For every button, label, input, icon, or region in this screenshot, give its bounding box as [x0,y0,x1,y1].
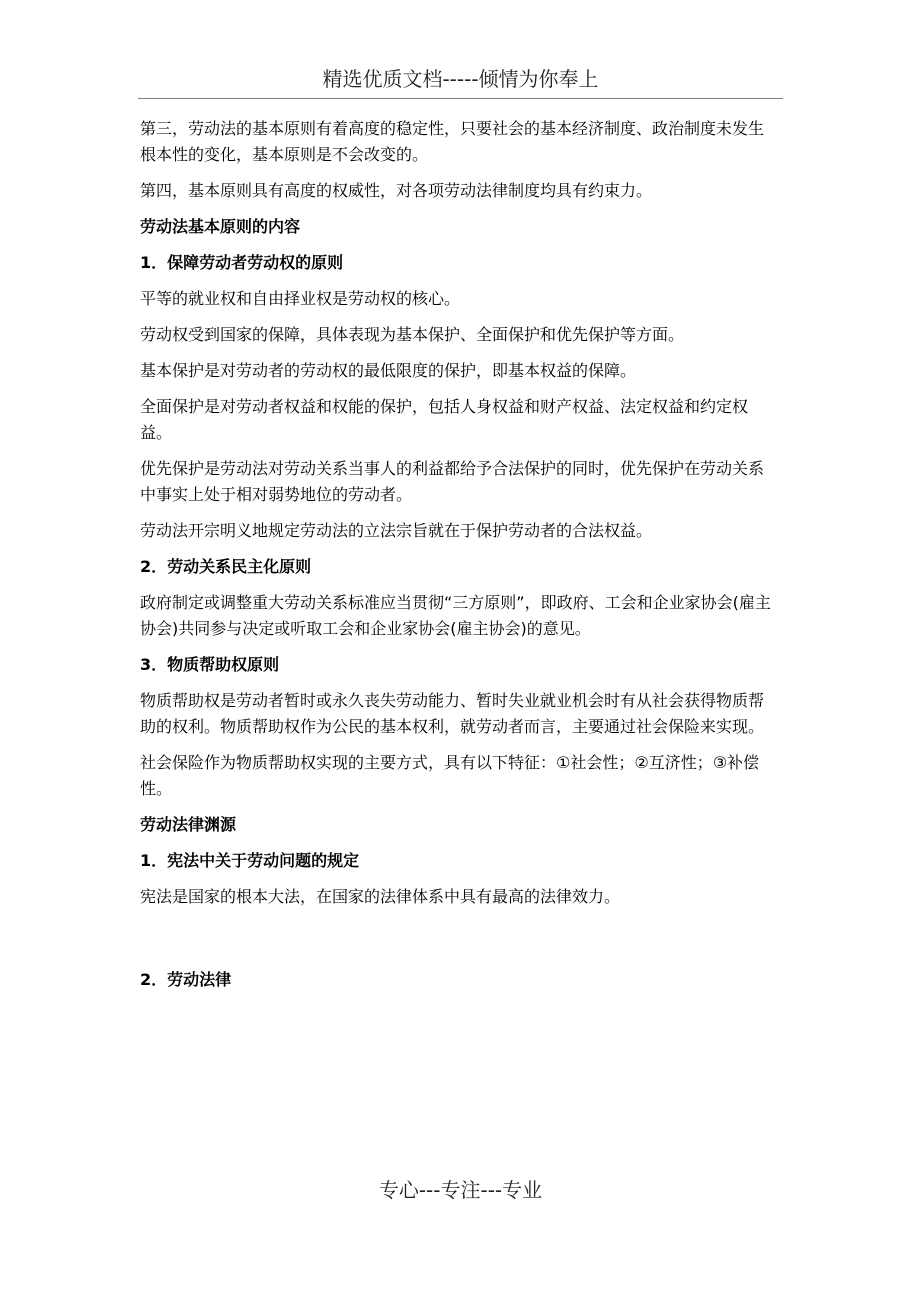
section-heading: 劳动法律渊源 [140,815,237,834]
paragraph: 优先保护是劳动法对劳动关系当事人的利益都给予合法保护的同时，优先保护在劳动关系中事实上处于相对弱势地位的劳动者。 [140,459,765,504]
paragraph: 基本保护是对劳动者的劳动权的最低限度的保护，即基本权益的保障。 [140,361,637,380]
subsection-heading: 1．保障劳动者劳动权的原则 [140,253,344,272]
paragraph: 政府制定或调整重大劳动关系标准应当贯彻“三方原则”，即政府、工会和企业家协会(雇主协会)共同参与决定或听取工会和企业家协会(雇主协会)的意见。 [140,593,771,638]
paragraph: 劳动法开宗明义地规定劳动法的立法宗旨就在于保护劳动者的合法权益。 [140,521,653,540]
paragraph: 第四，基本原则具有高度的权威性，对各项劳动法律制度均具有约束力。 [140,181,653,200]
section-heading: 劳动法基本原则的内容 [140,217,301,236]
paragraph: 劳动权受到国家的保障，具体表现为基本保护、全面保护和优先保护等方面。 [140,325,685,344]
paragraph: 社会保险作为物质帮助权实现的主要方式，具有以下特征：①社会性；②互济性；③补偿性。 [140,753,760,798]
paragraph: 第三，劳动法的基本原则有着高度的稳定性，只要社会的基本经济制度、政治制度未发生根本性的变化，基本原则是不会改变的。 [140,119,765,164]
blank-space [140,920,775,967]
paragraph: 宪法是国家的根本大法，在国家的法律体系中具有最高的法律效力。 [140,887,621,906]
document-body [140,116,775,1003]
subsection-heading: 1．宪法中关于劳动问题的规定 [140,851,360,870]
page-footer: 专心---专注---专业 [378,1178,543,1202]
paragraph: 物质帮助权是劳动者暂时或永久丧失劳动能力、暂时失业就业机会时有从社会获得物质帮助的权利。物质帮助权作为公民的基本权利，就劳动者而言，主要通过社会保险来实现。 [140,691,765,736]
subsection-heading: 2．劳动法律 [140,970,232,989]
subsection-heading: 3．物质帮助权原则 [140,655,280,674]
paragraph: 平等的就业权和自由择业权是劳动权的核心。 [140,289,461,308]
subsection-heading: 2．劳动关系民主化原则 [140,557,312,576]
header-divider [138,98,783,99]
page-header: 精选优质文档-----倾情为你奉上 [322,67,599,91]
paragraph: 全面保护是对劳动者权益和权能的保护，包括人身权益和财产权益、法定权益和约定权益。 [140,397,749,442]
